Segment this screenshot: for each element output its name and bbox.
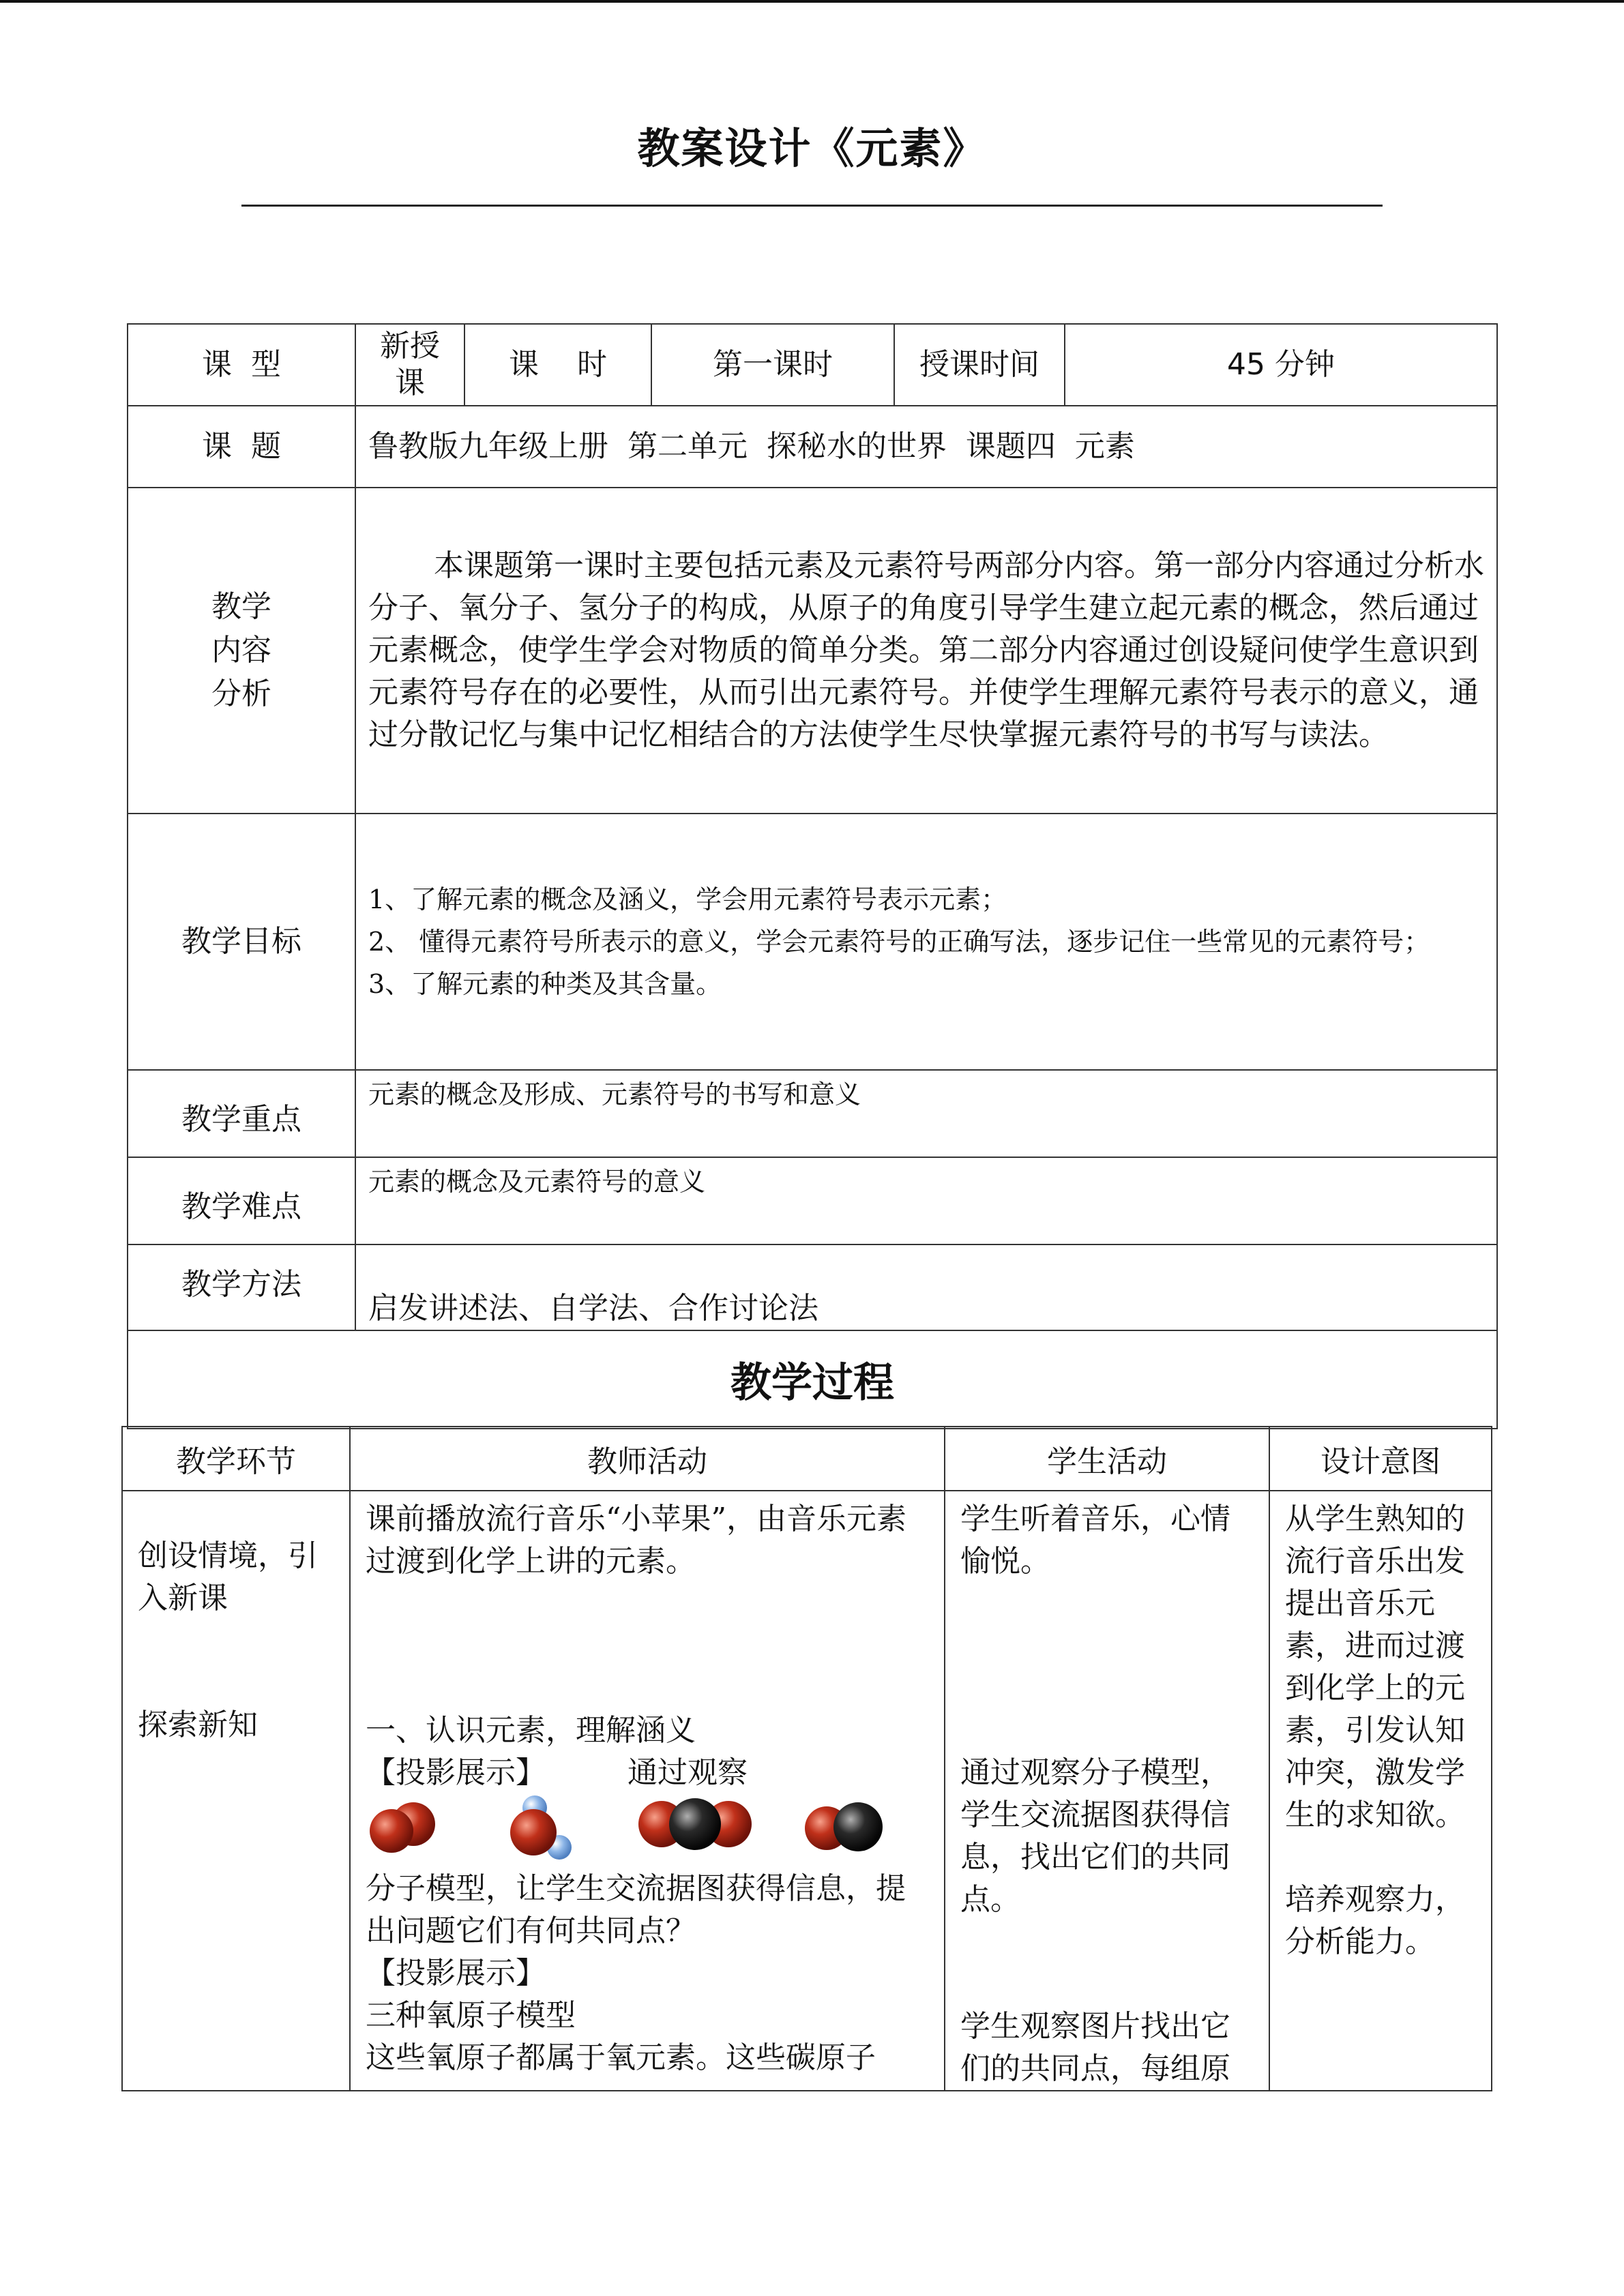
- method-value: 启发讲述法、自学法、合作讨论法: [355, 1244, 1497, 1330]
- type-label: 课 型: [128, 324, 355, 406]
- header-intent: 设计意图: [1269, 1427, 1492, 1491]
- key-label: 教学重点: [128, 1070, 355, 1157]
- content-label: [128, 488, 355, 814]
- content-label-line-2: 内容: [211, 633, 271, 668]
- content-value: 本课题第一课时主要包括元素及元素符号两部分内容。第一部分内容通过分析水分子、氧分子、氢分子的构成，从原子的角度引导学生建立起元素的概念，然后通过元素概念，使学生学会对物质的简单分类。第二部分内容通过创设疑问使学生意识到元素符号存在的必要性，从而引出元素符号。并使学生理解元素符号表示的意义，通过分散记忆与集中记忆相结合的方法使学生尽快掌握元素符号的书写与读法。: [355, 488, 1497, 814]
- teacher-column: [350, 1491, 945, 2091]
- intent-music: 从学生熟知的流行音乐出发提出音乐元素，进而过渡到化学上的元素，引发认知冲突，激发学生的求知欲。: [1285, 1502, 1465, 1832]
- goal-item: 3、了解元素的种类及其含量。: [368, 969, 722, 999]
- water-molecule-icon: [502, 1794, 577, 1862]
- type-value: 新授课: [355, 324, 464, 406]
- topic-value: 鲁教版九年级上册 第二单元 探秘水的世界 课题四 元素: [355, 406, 1497, 488]
- key-value: 元素的概念及形成、元素符号的书写和意义: [355, 1070, 1497, 1157]
- difficulty-value: 元素的概念及元素符号的意义: [355, 1157, 1497, 1244]
- goal-list: [355, 814, 1497, 1070]
- header-teacher: 教师活动: [350, 1427, 945, 1491]
- time-label: 授课时间: [894, 324, 1065, 406]
- page-title: 教案设计《元素》: [637, 123, 987, 173]
- lesson-info-table: [127, 323, 1498, 1429]
- teacher-intro: 课前播放流行音乐“小苹果”，由音乐元素过渡到化学上讲的元素。: [366, 1502, 906, 1579]
- title-underline: [241, 205, 1383, 207]
- stage-explore: 探索新知: [138, 1708, 258, 1742]
- goal-label: 教学目标: [128, 814, 355, 1070]
- teacher-oxygen-models: 三种氧原子模型: [366, 1998, 576, 2033]
- time-value: 45 分钟: [1065, 324, 1497, 406]
- period-label: 课 时: [464, 324, 651, 406]
- content-label-line-3: 分析: [211, 676, 271, 711]
- topic-label: 课 题: [128, 406, 355, 488]
- student-observe-models: 通过观察分子模型，学生交流据图获得信息，找出它们的共同点。: [960, 1755, 1230, 1917]
- molecule-models: [366, 1794, 934, 1868]
- content-label-line-1: 教学: [211, 589, 271, 624]
- teacher-projection-line: [366, 1752, 934, 1794]
- teacher-projection-tag-2: 【投影展示】: [366, 1956, 546, 1991]
- intent-observation: 培养观察力，分析能力。: [1285, 1882, 1465, 1959]
- teacher-projection-tag: 【投影展示】: [366, 1755, 546, 1790]
- teacher-oxygen-element: 这些氧原子都属于氧元素。这些碳原子: [366, 2040, 876, 2075]
- header-student: 学生活动: [945, 1427, 1269, 1491]
- goal-item: 2、 懂得元素符号所表示的意义，学会元素符号的正确写法，逐步记住一些常见的元素符号；: [368, 927, 1430, 957]
- period-value: 第一课时: [651, 324, 894, 406]
- process-heading: 教学过程: [128, 1330, 1497, 1429]
- student-column: [945, 1491, 1269, 2091]
- stage-intro: 创设情境，引入新课: [138, 1538, 318, 1615]
- difficulty-label: 教学难点: [128, 1157, 355, 1244]
- oxygen-molecule-icon: [366, 1800, 441, 1854]
- stage-column: [122, 1491, 350, 2091]
- carbon-monoxide-molecule-icon: [801, 1800, 889, 1854]
- student-observe-images: 学生观察图片找出它们的共同点，每组原: [960, 2009, 1230, 2086]
- goal-item: 1、了解元素的概念及涵义，学会用元素符号表示元素；: [368, 884, 1007, 914]
- intent-column: [1269, 1491, 1492, 2091]
- student-music: 学生听着音乐，心情愉悦。: [960, 1502, 1230, 1579]
- page-top-border: [0, 0, 1624, 3]
- teacher-section-title: 一、认识元素，理解涵义: [366, 1713, 696, 1748]
- header-stage: 教学环节: [122, 1427, 350, 1491]
- teacher-question: 分子模型，让学生交流据图获得信息，提出问题它们有何共同点？: [366, 1871, 906, 1948]
- teacher-observe: 通过观察: [628, 1755, 748, 1790]
- carbon-dioxide-molecule-icon: [637, 1797, 753, 1851]
- process-table: [121, 1426, 1492, 2091]
- method-label: 教学方法: [128, 1244, 355, 1330]
